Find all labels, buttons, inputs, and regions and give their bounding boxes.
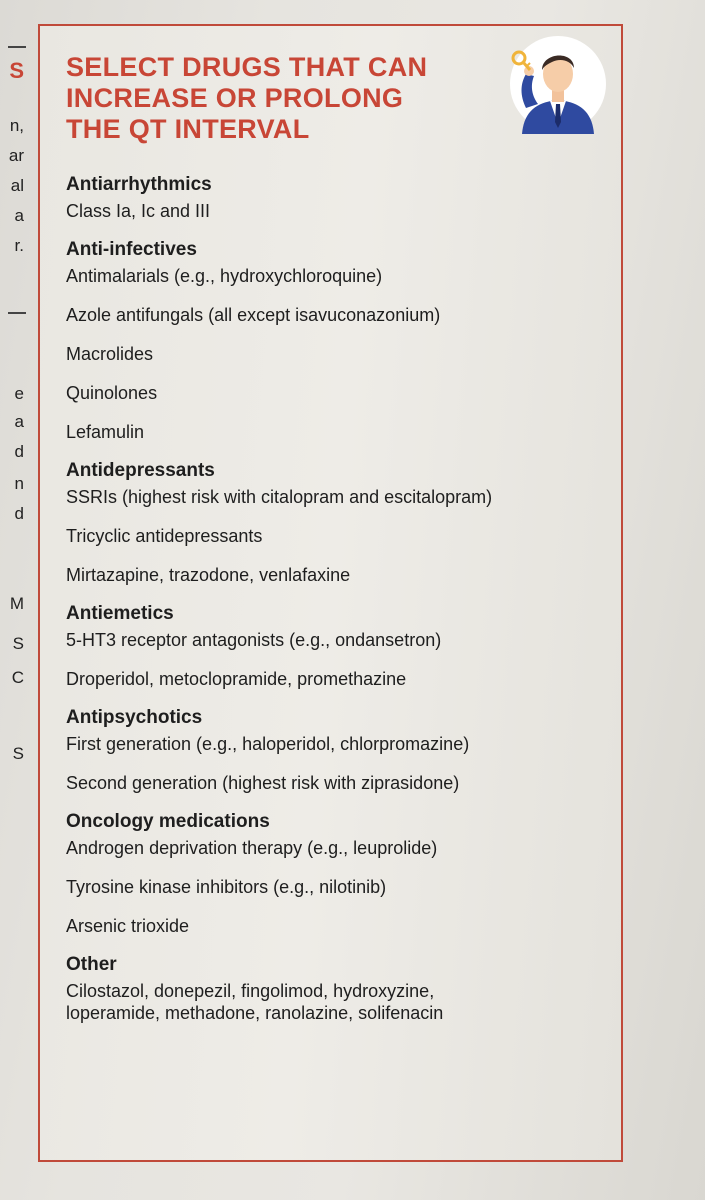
margin-fragment: S xyxy=(12,744,24,763)
title-line: SELECT DRUGS THAT CAN xyxy=(66,52,428,82)
margin-rule xyxy=(8,46,26,48)
category-heading: Antiemetics xyxy=(66,603,174,624)
drug-item: First generation (e.g., haloperidol, chlorpromazine) xyxy=(66,734,470,754)
margin-fragment: e xyxy=(14,384,24,403)
drug-item: Droperidol, metoclopramide, promethazine xyxy=(66,669,407,689)
drug-item: Cilostazol, donepezil, fingolimod, hydroxyzine, xyxy=(66,981,435,1001)
section-other xyxy=(66,954,616,1024)
category-heading: Antidepressants xyxy=(66,460,215,481)
drug-item: Antimalarials (e.g., hydroxychloroquine) xyxy=(66,266,383,286)
drug-item: loperamide, methadone, ranolazine, solifenacin xyxy=(66,1003,444,1023)
margin-fragment: a xyxy=(14,206,24,225)
drug-item: Second generation (highest risk with ziprasidone) xyxy=(66,773,460,793)
section-antipsychotics xyxy=(66,707,616,794)
callout-title xyxy=(66,52,486,145)
category-heading: Oncology medications xyxy=(66,811,270,832)
margin-fragment: S xyxy=(12,634,24,653)
margin-rule xyxy=(8,312,26,314)
margin-fragment: n, xyxy=(9,116,24,135)
margin-fragment: a xyxy=(14,412,24,431)
drug-item: Tricyclic antidepressants xyxy=(66,526,263,546)
category-heading: Antipsychotics xyxy=(66,707,203,728)
margin-fragment: M xyxy=(9,594,24,613)
drug-item: Mirtazapine, trazodone, venlafaxine xyxy=(66,565,351,585)
section-oncology-medications xyxy=(66,811,616,937)
drug-item: SSRIs (highest risk with citalopram and escitalopram) xyxy=(66,487,493,507)
drug-item: Macrolides xyxy=(66,344,154,364)
qt-drugs-callout-box xyxy=(38,24,623,1162)
category-heading: Anti-infectives xyxy=(66,239,197,260)
section-antiemetics xyxy=(66,603,616,690)
title-line: INCREASE OR PROLONG xyxy=(66,83,404,113)
pharmacist-with-key-icon xyxy=(508,34,608,134)
title-line: THE QT INTERVAL xyxy=(66,114,310,144)
drug-item: 5-HT3 receptor antagonists (e.g., ondansetron) xyxy=(66,630,442,650)
drug-item: Quinolones xyxy=(66,383,158,403)
margin-fragment: C xyxy=(11,668,24,687)
drug-item: Arsenic trioxide xyxy=(66,916,190,936)
drug-item: Lefamulin xyxy=(66,422,145,442)
category-heading: Other xyxy=(66,954,117,975)
margin-fragment: d xyxy=(14,504,24,523)
margin-fragment: r. xyxy=(14,236,24,255)
drug-item: Azole antifungals (all except isavuconazonium) xyxy=(66,305,441,325)
drug-item: Tyrosine kinase inhibitors (e.g., nilotinib) xyxy=(66,877,387,897)
drug-item: Androgen deprivation therapy (e.g., leuprolide) xyxy=(66,838,438,858)
margin-fragment: d xyxy=(14,442,24,461)
category-heading: Antiarrhythmics xyxy=(66,174,212,195)
section-antidepressants xyxy=(66,460,616,586)
section-antiarrhythmics xyxy=(66,174,616,222)
drug-item: Class Ia, Ic and III xyxy=(66,201,211,221)
drug-class-list xyxy=(66,174,616,1024)
margin-fragment: ar xyxy=(8,146,24,165)
margin-fragment: S xyxy=(9,58,24,83)
margin-fragment: n xyxy=(14,474,24,493)
margin-fragment: al xyxy=(10,176,24,195)
adjacent-page-margin xyxy=(0,0,30,1200)
section-anti-infectives xyxy=(66,239,616,443)
